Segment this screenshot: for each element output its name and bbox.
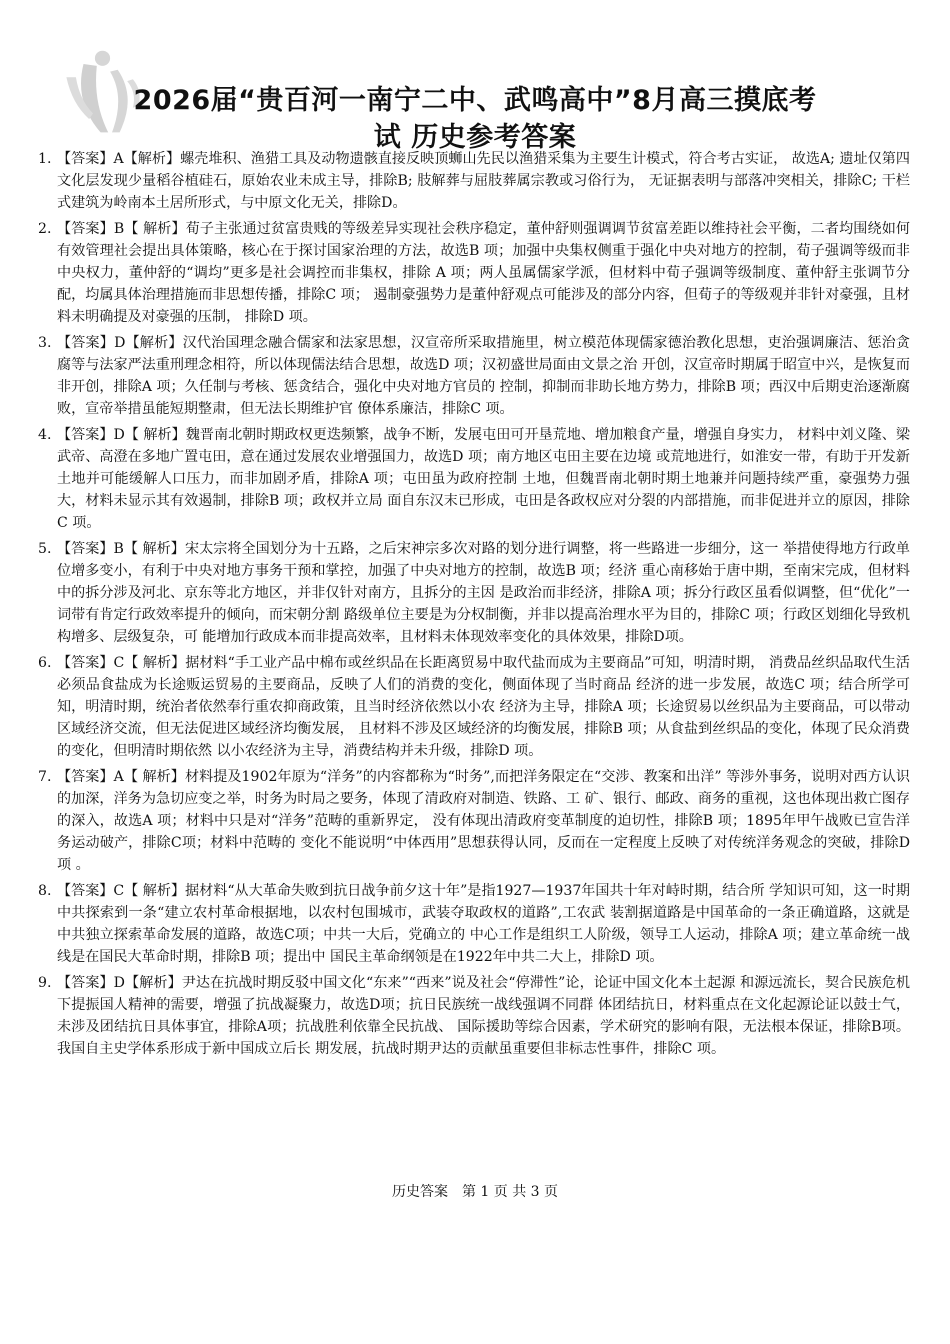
answer-item-2 (38, 218, 910, 328)
answer-item-8 (38, 880, 910, 968)
page-title-line2: 试 历史参考答案 (373, 122, 577, 153)
answer-number: 5. (38, 541, 52, 557)
answer-item-7 (38, 766, 910, 876)
answer-text: 【答案】D【解析】尹达在抗战时期反驳中国文化“东来”“西来”说及社会“停滞性”论，论证中国文化本土起源 和源远流长，契合民族危机下提振国人精神的需要，增强了抗战凝聚力，故选D项；抗日民族统一战线强调不同群 体团结抗日，材料重点在文化起源论证以鼓士气，未涉及团结抗日具体事宜，排除A项；抗战胜利依靠全民抗战、 国际援助等综合因素，学术研究的影响有限，无法根本保证，排除B项。我国自主史学体系形成于新中国成立后长 期发展，抗战时期尹达的贡献虽重要但非标志性事件，排除C 项。 (57, 975, 910, 1057)
answer-item-3 (38, 332, 910, 420)
answer-number: 1. (38, 151, 52, 167)
answer-number: 9. (38, 975, 52, 991)
answer-number: 7. (38, 769, 52, 785)
page-footer: 历史答案 第 1 页 共 3 页 (391, 1184, 559, 1200)
answer-number: 3. (38, 335, 52, 351)
answer-text: 【答案】B【 解析】荀子主张通过贫富贵贱的等级差异实现社会秩序稳定，董仲舒则强调调节贫富差距以维持社会平衡，二者均围绕如何有效管理社会提出具体策略，核心在于探讨国家治理的方法，故选B 项；加强中央集权侧重于强化中央对地方的控制，荀子强调等级而非中央权力，董仲舒的“调均”更多是社会调控而非集权，排除 A 项；两人虽属儒家学派，但材料中荀子强调等级制度、董仲舒主张调节分配，均属具体治理措施而非思想传播，排除C 项； 遏制豪强势力是董仲舒观点可能涉及的部分内容，但荀子的等级观并非针对豪强，且材料未明确提及对豪强的压制， 排除D 项。 (57, 221, 910, 325)
answer-text: 【答案】D【解析】汉代治国理念融合儒家和法家思想，汉宣帝所采取措施里，树立模范体现儒家德治教化思想，吏治强调廉洁、惩治贪腐等与法家严法重刑理念相符，所以体现儒法结合思想，故选D 项；汉初盛世局面由文景之治 开创，汉宣帝时期属于昭宣中兴，是恢复而非开创，排除A 项；久任制与考核、惩贪结合，强化中央对地方官员的 控制，抑制而非助长地方势力，排除B 项；西汉中后期吏治逐渐腐败，宣帝举措虽能短期整肃，但无法长期维护官 僚体系廉洁，排除C 项。 (57, 335, 910, 417)
answer-text: 【答案】A【 解析】材料提及1902年原为“洋务”的内容都称为“时务”,而把洋务限定在“交涉、教案和出洋” 等涉外事务，说明对西方认识的加深，洋务为急切应变之举，时务为时局之要务，体现了清政府对制造、铁路、工 矿、银行、邮政、商务的重视，这也体现出救亡图存的深入，故选A 项；材料中只是对“洋务”范畴的重新界定， 没有体现出清政府变革制度的迫切性，排除B 项；1895年甲午战败已宣告洋务运动破产，排除C项；材料中范畴的 变化不能说明“中体西用”思想获得认同，反而在一定程度上反映了对传统洋务观念的突破，排除D 项 。 (57, 769, 910, 873)
answer-item-6 (38, 652, 910, 762)
answer-text: 【答案】A【解析】螺壳堆积、渔猎工具及动物遗骸直接反映顶蛳山先民以渔猎采集为主要生计模式，符合考古实证， 故选A; 遗址仅第四文化层发现少量稻谷植硅石，原始农业未成主导，排除B; 肢解葬与屈肢葬属宗教或习俗行为， 无证据表明与部落冲突相关，排除C; 干栏式建筑为岭南本土居所形式，与中原文化无关，排除D。 (57, 151, 910, 211)
answer-item-4 (38, 424, 910, 534)
page-title-line1: 2026届“贵百河一南宁二中、武鸣高中”8月高三摸底考 (133, 85, 817, 116)
answer-number: 4. (38, 427, 52, 443)
answer-text: 【答案】B【 解析】宋太宗将全国划分为十五路，之后宋神宗多次对路的划分进行调整，将一些路进一步细分，这一 举措使得地方行政单位增多变小，有利于中央对地方事务干预和掌控，加强了中央对地方的控制，故选B 项；经济 重心南移始于唐中期，至南宋完成，但材料中的拆分涉及河北、京东等北方地区，并非仅针对南方，且拆分的主因 是政治而非经济，排除A 项；拆分行政区虽看似调整，但“优化”一词带有肯定行政效率提升的倾向，而宋朝分割 路级单位主要是为分权制衡，并非以提高治理水平为目的，排除C 项；行政区划细化导致机构增多、层级复杂，可 能增加行政成本而非提高效率，且材料未体现效率变化的具体效果，排除D项。 (57, 541, 910, 645)
answer-item-9 (38, 972, 910, 1060)
answer-text: 【答案】C【 解析】据材料“手工业产品中棉布或丝织品在长距离贸易中取代盐而成为主要商品”可知，明清时期， 消费品丝织品取代生活必须品食盐成为长途贩运贸易的主要商品，反映了人们的消费的变化，侧面体现了当时商品 经济的进一步发展，故选C 项；结合所学可知，明清时期，统治者依然奉行重农抑商政策，且当时经济依然以小农 经济为主导，排除A 项；长途贸易以丝织品为主要商品，可以带动区域经济交流，但无法促进区域经济均衡发展， 且材料不涉及区域经济的均衡发展，排除B 项；从食盐到丝织品的变化，体现了民众消费的变化，但明清时期依然 以小农经济为主导，消费结构并未升级，排除D 项。 (57, 655, 910, 759)
answer-item-1 (38, 148, 910, 214)
answer-text: 【答案】C【 解析】据材料“从大革命失败到抗日战争前夕这十年”是指1927—1937年国共十年对峙时期，结合所 学知识可知，这一时期中共探索到一条“建立农村革命根据地，以农村包围城市，武装夺取政权的道路”,工农武 装割据道路是中国革命的一条正确道路，这就是中共独立探索革命发展的道路，故选C项；中共一大后，党确立的 中心工作是组织工人阶级，领导工人运动，排除A 项；建立革命统一战线是在国民大革命时期，排除B 项；提出中 国民主革命纲领是在1922年中共二大上，排除D 项。 (57, 883, 910, 965)
answer-text: 【答案】D【 解析】魏晋南北朝时期政权更迭频繁，战争不断，发展屯田可开垦荒地、增加粮食产量，增强自身实力， 材料中刘义隆、梁武帝、高澄在多地广置屯田，意在通过发展农业增强国力，故选D 项；南方地区屯田主要在边境 或荒地进行，如淮安一带，有助于开发新土地并可能缓解人口压力，而非加剧矛盾，排除A 项；屯田虽为政府控制 土地，但魏晋南北朝时期土地兼并问题持续严重，豪强势力强大，材料未显示其有效遏制，排除B 项；政权并立局 面自东汉末已形成，屯田是各政权应对分裂的内部措施，而非促进并立的原因，排除C 项。 (57, 427, 910, 531)
answer-number: 8. (38, 883, 52, 899)
answer-list (38, 148, 910, 1064)
answer-number: 6. (38, 655, 52, 671)
answer-item-5 (38, 538, 910, 648)
answer-number: 2. (38, 221, 52, 237)
